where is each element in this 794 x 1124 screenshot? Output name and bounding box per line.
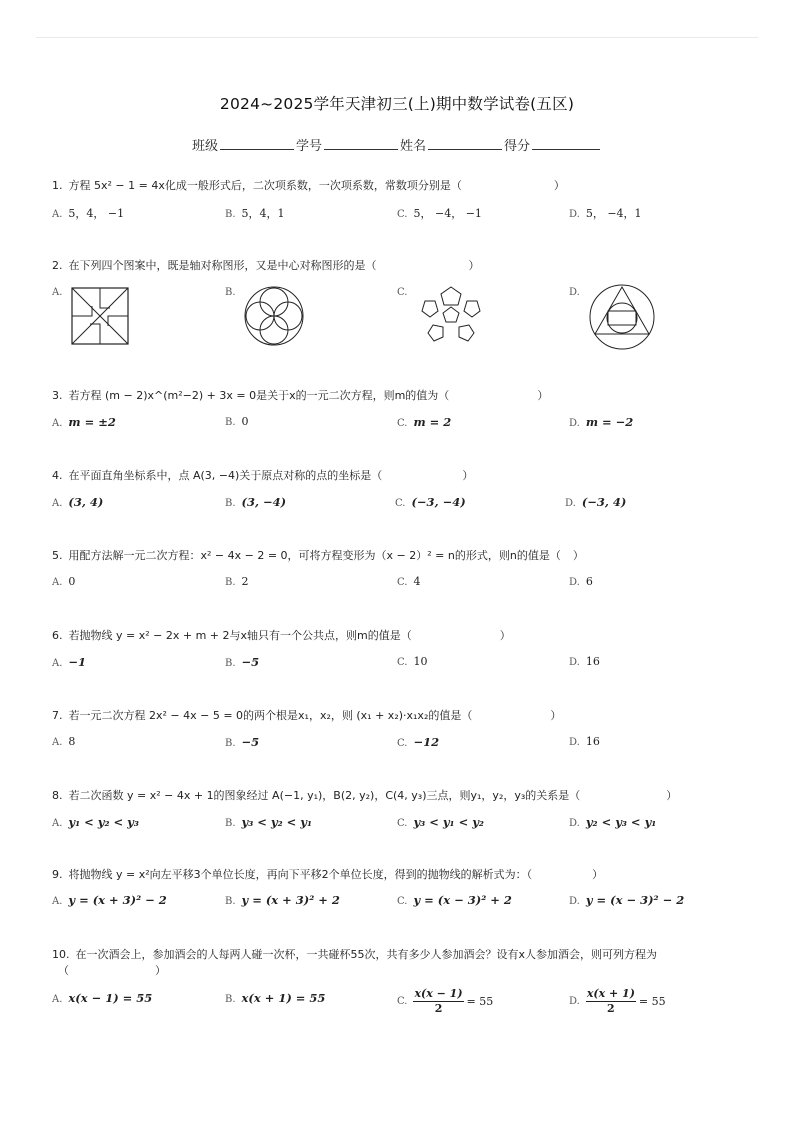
question-close: ）	[462, 469, 474, 482]
option-d[interactable]: D. 6	[569, 575, 593, 588]
option-a[interactable]: A. x(x − 1) = 55	[52, 991, 153, 1005]
option-b[interactable]: B. 2	[225, 575, 249, 588]
question-2	[52, 258, 752, 274]
option-d[interactable]: D.	[569, 287, 580, 298]
question-9	[52, 867, 752, 883]
option-b[interactable]: B. −5	[225, 735, 260, 749]
four-circles-figure	[243, 285, 305, 347]
option-c[interactable]: C. 10	[397, 655, 428, 668]
option-c[interactable]: C.	[397, 287, 408, 298]
option-a[interactable]: A. 8	[52, 735, 76, 748]
question-stem: 用配方法解一元二次方程：x² − 4x − 2 = 0，可将方程变形为（x − 2）² = n的形式，则n的值是（	[68, 549, 561, 562]
options-1	[52, 205, 752, 225]
options-5	[52, 575, 752, 595]
question-close: ）	[537, 389, 549, 402]
circle-triangle-figure	[588, 283, 656, 351]
question-stem: 若方程 (m − 2)x^(m²−2) + 3x = 0是关于x的一元二次方程，则m的值为（	[68, 389, 450, 402]
option-a[interactable]: A. −1	[52, 655, 87, 669]
page-title: 2024~2025学年天津初三(上)期中数学试卷(五区)	[219, 95, 575, 113]
option-b[interactable]: B. y₃ < y₂ < y₁	[225, 815, 312, 829]
option-b[interactable]: B. −5	[225, 655, 260, 669]
option-c[interactable]: C. y₃ < y₁ < y₂	[397, 815, 484, 829]
question-stem: 将抛物线 y = x²向左平移3个单位长度，再向下平移2个单位长度，得到的抛物线的解析式为：（	[68, 868, 533, 881]
question-stem: 若抛物线 y = x² − 2x + m + 2与x轴只有一个公共点，则m的值是（	[68, 629, 412, 642]
option-d[interactable]: D. $\frac{x(x + 1)}{2}$ = 55	[569, 987, 666, 1015]
option-b[interactable]: B.	[225, 287, 236, 298]
header-divider	[36, 37, 758, 38]
pinwheel-square-figure	[70, 286, 130, 346]
option-d[interactable]: D. 5， −4，1	[569, 207, 642, 220]
option-a[interactable]: A. (3, 4)	[52, 495, 104, 509]
option-c[interactable]: C. 5， −4， −1	[397, 207, 482, 220]
name-label: 姓名	[400, 139, 427, 154]
option-b[interactable]: B. (3, −4)	[225, 495, 287, 509]
question-close: ）	[499, 629, 511, 642]
option-c[interactable]: C. (−3, −4)	[395, 495, 466, 509]
question-6	[52, 628, 752, 644]
question-close: ）	[468, 259, 480, 272]
question-stem: 若一元二次方程 2x² − 4x − 5 = 0的两个根是x₁，x₂，则 (x₁ + x₂)·x₁x₂的值是（	[68, 709, 473, 722]
option-b[interactable]: B. 5，4，1	[225, 207, 285, 220]
question-number: 1.	[52, 179, 63, 192]
option-a[interactable]: A. y₁ < y₂ < y₃	[52, 815, 139, 829]
option-a[interactable]: A. m = ±2	[52, 415, 116, 429]
score-blank[interactable]	[532, 137, 600, 150]
student-id-blank[interactable]	[324, 137, 398, 150]
option-b[interactable]: B. x(x + 1) = 55	[225, 991, 326, 1005]
question-close: ）	[553, 179, 565, 192]
question-number: 3.	[52, 389, 63, 402]
options-8	[52, 815, 752, 835]
option-a[interactable]: A. 5，4， −1	[52, 207, 125, 220]
options-6	[52, 655, 752, 675]
question-close: ）	[592, 868, 604, 881]
option-d[interactable]: D. 16	[569, 655, 600, 668]
option-c[interactable]: C. y = (x − 3)² + 2	[397, 893, 512, 907]
option-c[interactable]: C. −12	[397, 735, 440, 749]
option-c[interactable]: C. $\frac{x(x - 1)}{2}$ = 55	[397, 987, 494, 1015]
question-close: ）	[155, 964, 166, 977]
options-7	[52, 735, 752, 755]
fraction: $\frac{x(x + 1)}{2}$	[586, 987, 635, 1015]
question-number: 8.	[52, 789, 63, 802]
question-number: 5.	[52, 549, 63, 562]
question-8	[52, 788, 752, 804]
name-blank[interactable]	[428, 137, 502, 150]
question-number: 7.	[52, 709, 63, 722]
question-number: 10.	[52, 948, 70, 961]
option-a[interactable]: A. 0	[52, 575, 76, 588]
student-id-label: 学号	[295, 139, 322, 154]
question-1	[52, 178, 752, 194]
options-3	[52, 415, 752, 435]
options-10	[52, 987, 752, 1021]
question-number: 6.	[52, 629, 63, 642]
question-3	[52, 388, 752, 404]
options-4	[52, 495, 752, 515]
option-b[interactable]: B. y = (x + 3)² + 2	[225, 893, 340, 907]
class-blank[interactable]	[220, 137, 294, 150]
options-9	[52, 893, 752, 913]
option-d[interactable]: D. m = −2	[569, 415, 634, 429]
option-c[interactable]: C. 4	[397, 575, 421, 588]
question-stem: 在平面直角坐标系中，点 A(3, −4)关于原点对称的点的坐标是（	[68, 469, 383, 482]
pentagons-figure	[413, 283, 489, 349]
question-number: 2.	[52, 259, 63, 272]
question-stem: 在下列四个图案中，既是轴对称图形，又是中心对称图形的是（	[68, 259, 377, 272]
option-c[interactable]: C. m = 2	[397, 415, 452, 429]
option-d[interactable]: D. y = (x − 3)² − 2	[569, 893, 685, 907]
question-close: ）	[572, 549, 584, 562]
question-close: ）	[666, 789, 678, 802]
option-d[interactable]: D. y₂ < y₃ < y₁	[569, 815, 657, 829]
score-label: 得分	[504, 139, 531, 154]
question-close: ）	[550, 709, 562, 722]
question-10	[52, 947, 752, 963]
question-number: 9.	[52, 868, 63, 881]
question-7	[52, 708, 752, 724]
fraction: $\frac{x(x - 1)}{2}$	[414, 987, 463, 1015]
option-a[interactable]: A.	[52, 287, 63, 298]
student-info-row	[0, 135, 794, 154]
option-b[interactable]: B. 0	[225, 415, 249, 428]
question-10-blank	[58, 963, 758, 979]
question-stem: 在一次酒会上，参加酒会的人每两人碰一次杯，一共碰杯55次，共有多少人参加酒会？设有x人参加酒会，则可列方程为	[75, 948, 658, 961]
question-4	[52, 468, 752, 484]
question-open: （	[58, 964, 69, 977]
option-d[interactable]: D. 16	[569, 735, 600, 748]
option-a[interactable]: A. y = (x + 3)² − 2	[52, 893, 167, 907]
class-label: 班级	[191, 139, 218, 154]
question-stem: 若二次函数 y = x² − 4x + 1的图象经过 A(−1, y₁)，B(2, y₂)，C(4, y₃)三点，则y₁，y₂，y₃的关系是（	[68, 789, 581, 802]
question-number: 4.	[52, 469, 63, 482]
question-5	[52, 548, 752, 564]
question-stem: 方程 5x² − 1 = 4x化成一般形式后，二次项系数，一次项系数，常数项分别是（	[68, 179, 462, 192]
option-d[interactable]: D. (−3, 4)	[565, 495, 627, 509]
